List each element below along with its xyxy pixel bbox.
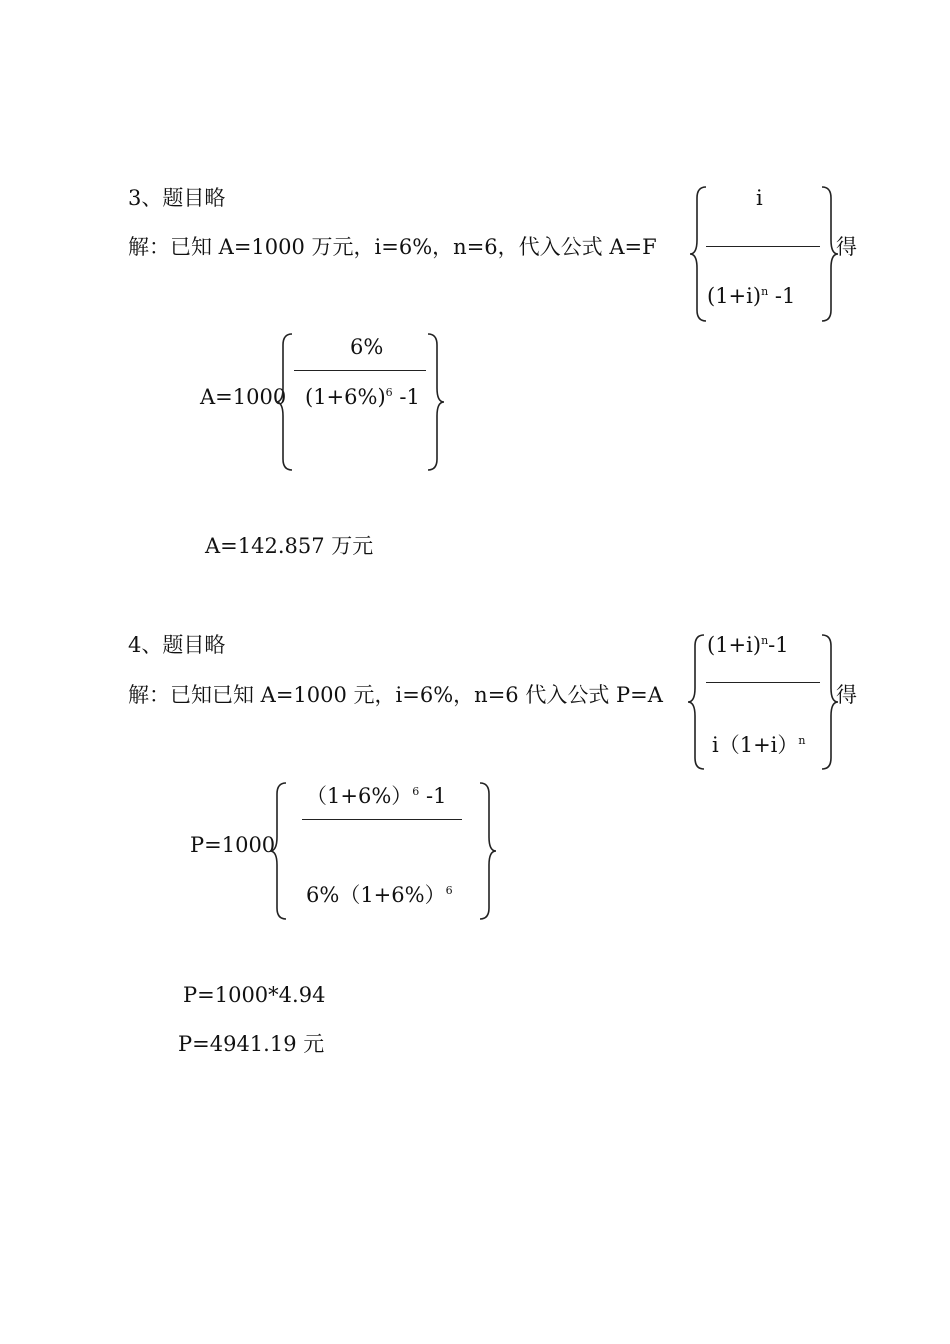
fraction-bar [302, 819, 462, 820]
problem4-result: P=4941.19 元 [178, 1032, 325, 1056]
left-brace [268, 782, 290, 920]
problem3-step1-lhs: A=1000 [200, 385, 287, 409]
problem4-de: 得 [836, 683, 857, 707]
fraction-bar [294, 370, 426, 371]
problem4-heading: 4、题目略 [128, 633, 226, 657]
problem4-solution-text: 解：已知已知 A=1000 元，i=6%，n=6 代入公式 P=A [128, 683, 663, 707]
problem4-step1-denominator: $6\%(1+6\%)^6$ [306, 883, 453, 907]
left-brace [274, 333, 296, 471]
problem3-step1-denominator: $(1+6\%)^6$ -1 [305, 385, 420, 409]
problem3-solution-text: 解：已知 A=1000 万元，i=6%，n=6，代入公式 A=F [128, 235, 657, 259]
problem3-formula-numerator: i [756, 186, 763, 210]
problem4-step1-lhs: P=1000 [190, 833, 276, 857]
problem3-heading: 3、题目略 [128, 186, 226, 210]
fraction-bar [706, 682, 820, 683]
problem3-formula-denominator: $(1+i)^n$ -1 [707, 284, 796, 308]
problem4-formula-denominator: $i(1+i)^n$ [712, 733, 806, 757]
problem3-step1-numerator: 6% [350, 335, 384, 359]
problem4-formula-numerator: $(1+i)^n-1$ [707, 633, 789, 657]
problem3-result: A=142.857 万元 [205, 534, 374, 558]
problem4-step1-numerator: $(1+6\%)^6$ -1 [306, 784, 447, 808]
right-brace [476, 782, 498, 920]
problem4-step2: P=1000*4.94 [183, 983, 326, 1007]
fraction-bar [706, 246, 820, 247]
right-brace [424, 333, 446, 471]
left-brace [686, 634, 708, 770]
problem3-de: 得 [836, 235, 857, 259]
